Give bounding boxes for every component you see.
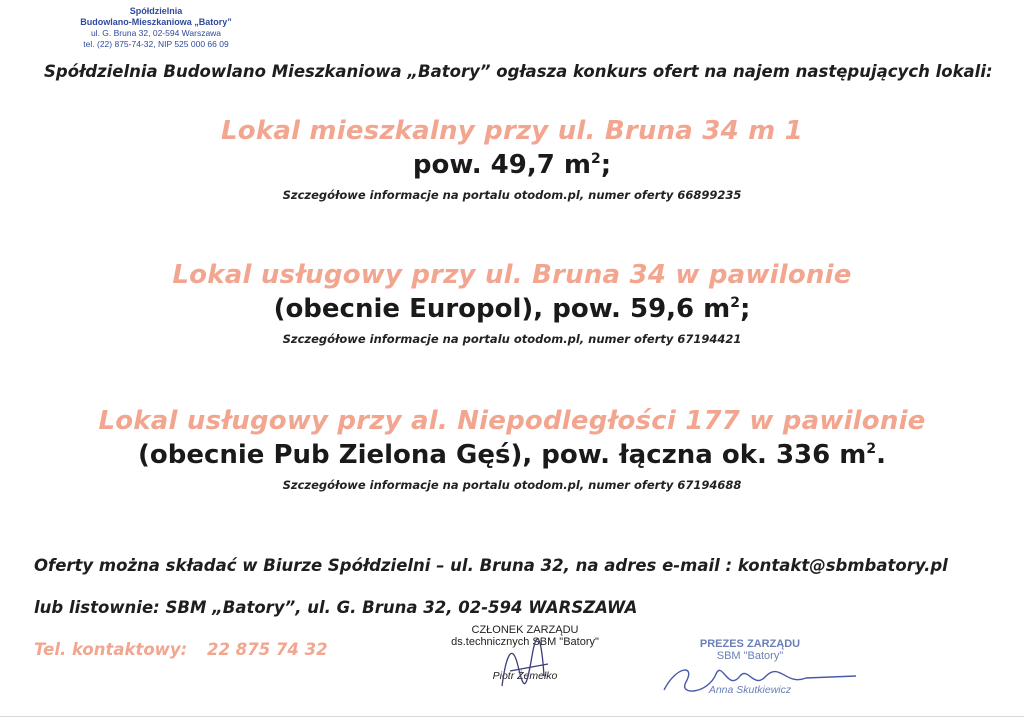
offer-3-area (0, 440, 1024, 470)
sig-prez-name: Anna Skutkiewicz (708, 684, 792, 696)
stamp-line-4: tel. (22) 875-74-32, NIP 525 000 66 09 (83, 39, 229, 49)
contact-phone-label: Tel. kontaktowy: (34, 640, 188, 659)
sig-tech-name: Piotr Żemełko (492, 670, 558, 682)
offer-3-area-end: . (876, 440, 887, 470)
footer-postal-line: lub listownie: SBM „Batory”, ul. G. Bruna 32, 02-594 WARSZAWA (34, 598, 638, 617)
sig-tech-role-2: ds.technicznych SBM "Batory" (451, 636, 599, 648)
offer-2-area-end: ; (740, 294, 751, 324)
offer-2-area-sup: 2 (730, 295, 741, 311)
offer-1-area-sup: 2 (590, 151, 601, 167)
page-bottom-rule (0, 716, 1024, 717)
sig-tech-role-1: CZŁONEK ZARZĄDU (471, 624, 579, 636)
contact-phone (34, 640, 328, 659)
offer-2-area-text: (obecnie Europol), pow. 59,6 m (273, 294, 731, 324)
offer-3-info: Szczegółowe informacje na portalu otodom.pl, numer oferty 67194688 (282, 478, 742, 492)
offer-3-area-text: (obecnie Pub Zielona Gęś), pow. łączna ok. 336 m (137, 440, 867, 470)
offer-1-info: Szczegółowe informacje na portalu otodom.pl, numer oferty 66899235 (282, 188, 742, 202)
sig-prez-role-1: PREZES ZARZĄDU (699, 638, 801, 650)
offer-2-info: Szczegółowe informacje na portalu otodom.pl, numer oferty 67194421 (282, 332, 742, 346)
offer-3-title: Lokal usługowy przy al. Niepodległości 177 w pawilonie (98, 406, 926, 436)
offer-1-area-text: pow. 49,7 m (412, 150, 591, 180)
offer-3-area-sup: 2 (866, 441, 877, 457)
cooperative-stamp (56, 6, 256, 50)
handwritten-signature-president (656, 646, 876, 704)
stamp-line-3: ul. G. Bruna 32, 02-594 Warszawa (90, 28, 222, 38)
offer-2 (0, 260, 1024, 346)
sig-prez-role-2: SBM "Batory" (716, 650, 784, 662)
handwritten-signature-technical (492, 636, 562, 696)
offer-1-area-end: ; (600, 150, 612, 180)
offer-1-title: Lokal mieszkalny przy ul. Bruna 34 m 1 (221, 116, 803, 146)
stamp-line-1: Spółdzielnia (129, 6, 183, 16)
offer-1-area (0, 150, 1024, 180)
offer-2-title: Lokal usługowy przy ul. Bruna 34 w pawilonie (172, 260, 852, 290)
footer-submission-line: Oferty można składać w Biurze Spółdzielni – ul. Bruna 32, na adres e-mail : kontakt@sbmbatory.pl (34, 556, 948, 575)
stamp-line-2: Budowlano-Mieszkaniowa „Batory” (80, 17, 232, 27)
offer-3 (0, 406, 1024, 492)
announcement-intro: Spółdzielnia Budowlano Mieszkaniowa „Batory” ogłasza konkurs ofert na najem następujących lokali: (44, 62, 993, 81)
contact-phone-value: 22 875 74 32 (207, 640, 328, 659)
offer-1 (0, 116, 1024, 202)
offer-2-area (0, 294, 1024, 324)
